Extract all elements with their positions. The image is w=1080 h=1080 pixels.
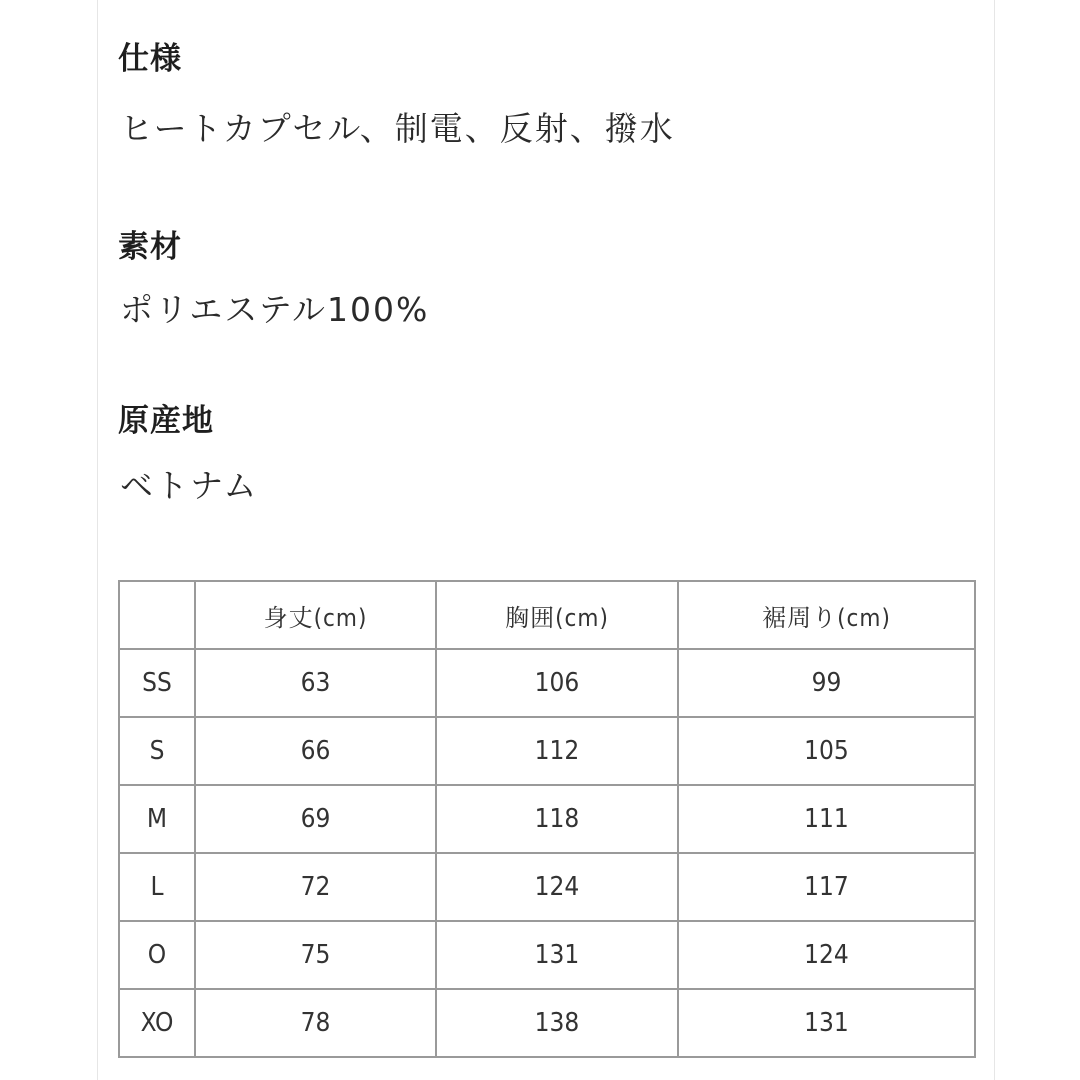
table-header-row <box>119 581 975 649</box>
chest-cell: 118 <box>436 785 678 853</box>
header-cell-chest: 胸囲(cm) <box>436 581 678 649</box>
hem-cell: 131 <box>678 989 975 1057</box>
product-details-panel <box>97 0 995 1080</box>
hem-cell: 124 <box>678 921 975 989</box>
size-cell: S <box>119 717 195 785</box>
length-cell: 66 <box>195 717 436 785</box>
chest-cell: 124 <box>436 853 678 921</box>
size-cell: XO <box>119 989 195 1057</box>
header-cell-length: 身丈(cm) <box>195 581 436 649</box>
length-cell: 72 <box>195 853 436 921</box>
length-cell: 75 <box>195 921 436 989</box>
header-cell-hem: 裾周り(cm) <box>678 581 975 649</box>
length-cell: 69 <box>195 785 436 853</box>
chest-cell: 138 <box>436 989 678 1057</box>
size-cell: O <box>119 921 195 989</box>
table-row <box>119 921 975 989</box>
table-row <box>119 989 975 1057</box>
chest-cell: 112 <box>436 717 678 785</box>
table-row <box>119 717 975 785</box>
table-row <box>119 785 975 853</box>
hem-cell: 105 <box>678 717 975 785</box>
material-heading: 素材 <box>118 229 182 265</box>
chest-cell: 131 <box>436 921 678 989</box>
size-cell: L <box>119 853 195 921</box>
hem-cell: 99 <box>678 649 975 717</box>
spec-value: ヒートカプセル、制電、反射、撥水 <box>120 109 675 148</box>
length-cell: 63 <box>195 649 436 717</box>
size-cell: SS <box>119 649 195 717</box>
table-row <box>119 853 975 921</box>
material-value: ポリエステル100% <box>120 290 430 329</box>
origin-value: ベトナム <box>120 466 259 505</box>
size-chart-table <box>118 580 976 1058</box>
length-cell: 78 <box>195 989 436 1057</box>
origin-heading: 原産地 <box>118 403 214 439</box>
hem-cell: 111 <box>678 785 975 853</box>
chest-cell: 106 <box>436 649 678 717</box>
size-cell: M <box>119 785 195 853</box>
header-cell-size <box>119 581 195 649</box>
spec-heading: 仕様 <box>118 41 182 77</box>
table-row <box>119 649 975 717</box>
hem-cell: 117 <box>678 853 975 921</box>
